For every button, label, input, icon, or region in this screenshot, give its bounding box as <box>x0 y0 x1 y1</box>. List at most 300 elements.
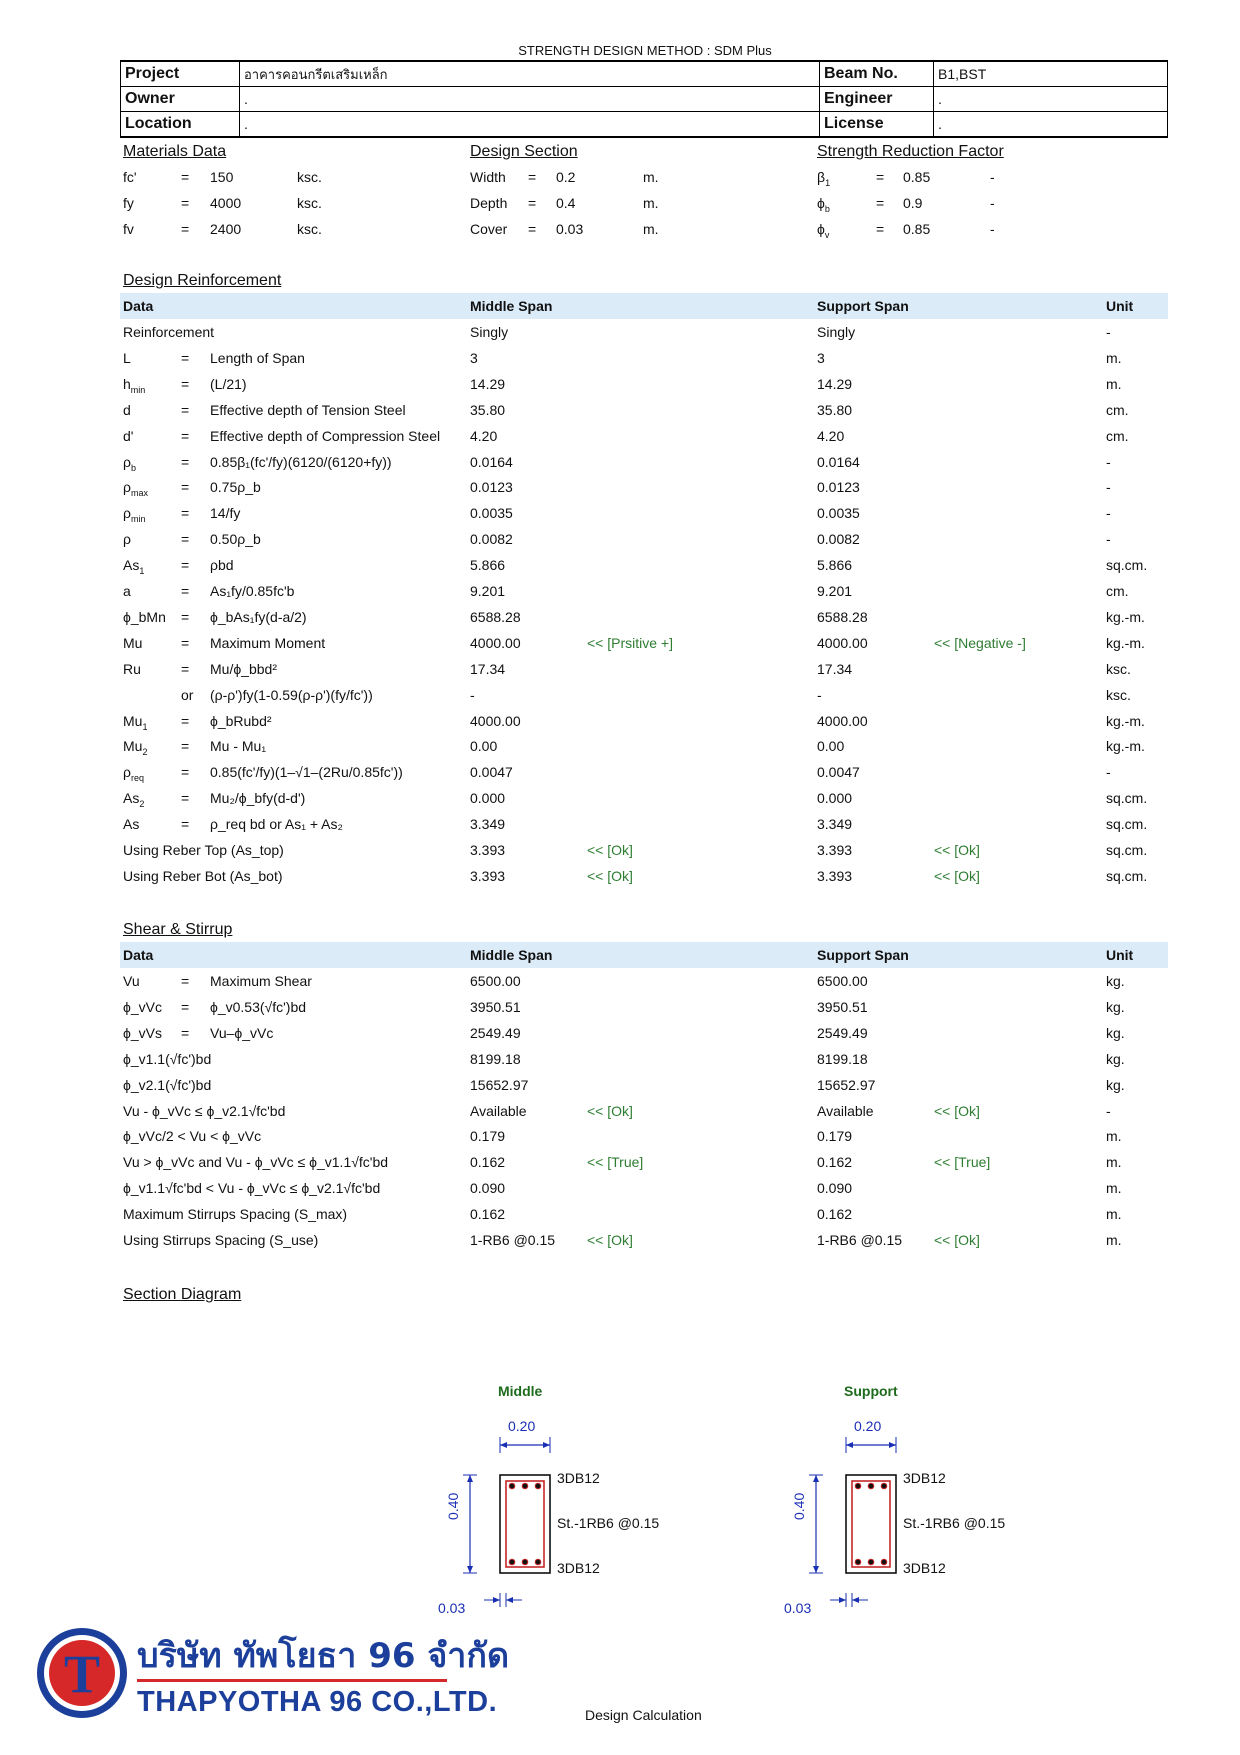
row-unit: sq.cm. <box>1106 867 1148 884</box>
row-unit: kg. <box>1106 1024 1125 1041</box>
project-value: อาคารคอนกรีตเสริมเหล็ก <box>240 61 820 87</box>
row-description: Effective depth of Compression Steel <box>210 427 441 444</box>
row-middle-value: 0.0047 <box>470 764 513 781</box>
shear-head-data: Data <box>123 947 154 963</box>
reduction-value: 0.85 <box>903 169 931 185</box>
section-width-dim: 0.20 <box>508 1418 536 1434</box>
row-eq: = <box>181 1024 190 1041</box>
row-unit: ksc. <box>1106 686 1131 703</box>
row-support-value: 14.29 <box>817 375 853 392</box>
row-support-value: 17.34 <box>817 660 853 677</box>
row-middle-value: 4000.00 <box>470 634 521 651</box>
section-name-label: Middle <box>498 1383 543 1399</box>
row-unit: kg. <box>1106 973 1125 989</box>
row-label: Using Reber Top (As_top) <box>123 842 284 858</box>
row-eq: = <box>181 349 190 366</box>
design-section-title: Design Section <box>470 143 578 160</box>
section-depth-dim: 0.40 <box>445 1492 461 1520</box>
row-unit: kg. <box>1106 998 1125 1015</box>
row-label-sub: req <box>130 773 144 784</box>
row-support-note: << [Ok] <box>934 1232 980 1248</box>
top-rebar <box>855 1483 861 1489</box>
row-eq: = <box>181 479 190 496</box>
section-unit: m. <box>643 221 659 237</box>
row-support-value: 6588.28 <box>817 608 868 625</box>
row-label: $h_{min}$ <box>123 375 146 395</box>
row-eq: = <box>181 583 190 599</box>
engineer-value: . <box>934 87 1168 112</box>
row-description: Mu₂/ϕ_bfy(d-d') <box>210 790 306 807</box>
row-middle-value: 35.80 <box>470 401 506 418</box>
row-middle-value: 4.20 <box>470 427 498 444</box>
row-description: As₁fy/0.85fc'b <box>210 583 295 599</box>
row-support-value: 0.0123 <box>817 479 860 496</box>
cover-dim: 0.03 <box>784 1600 812 1616</box>
row-unit: kg.-m. <box>1106 738 1145 755</box>
row-unit: ksc. <box>1106 660 1131 677</box>
row-label: ρ <box>123 531 131 548</box>
row-support-value: 2549.49 <box>817 1024 868 1041</box>
row-middle-value: 0.0082 <box>470 531 513 548</box>
beam-value: B1,BST <box>934 61 1168 87</box>
row-support-value: 3 <box>817 349 825 366</box>
row-description: 0.85β₁(fc'/fy)(6120/(6120+fy)) <box>210 453 392 470</box>
row-middle-value: 5.866 <box>470 557 506 574</box>
bottom-rebar <box>535 1559 541 1565</box>
row-unit: - <box>1106 531 1111 548</box>
row-eq: = <box>181 531 190 548</box>
row-unit: kg.-m. <box>1106 634 1145 651</box>
row-label: $\rho_{req}$ <box>123 764 144 784</box>
reduction-symbol: $\phi_v$ <box>817 221 830 240</box>
top-rebar <box>881 1483 887 1489</box>
row-unit: m. <box>1106 1154 1122 1171</box>
row-description: (ρ-ρ')fy(1-0.59(ρ-ρ')(fy/fc')) <box>210 686 373 703</box>
reduction-eq: = <box>876 195 885 211</box>
row-unit: sq.cm. <box>1106 557 1148 574</box>
row-support-value: 0.0164 <box>817 453 860 470</box>
row-middle-value: 14.29 <box>470 375 506 392</box>
row-label: $As_2$ <box>123 790 145 809</box>
row-label: $\rho_{max}$ <box>123 479 148 499</box>
bottom-bar-label: 3DB12 <box>557 1560 600 1576</box>
beam-section-drawing <box>460 1425 600 1655</box>
material-eq: = <box>181 195 190 211</box>
row-eq: = <box>181 816 190 833</box>
shear-head-support: Support Span <box>817 947 909 963</box>
row-middle-value: 3950.51 <box>470 998 521 1015</box>
row-support-value: 3.393 <box>817 842 853 858</box>
row-unit: m. <box>1106 1206 1122 1223</box>
cover-dim: 0.03 <box>438 1600 466 1616</box>
width-dim-arrow-right <box>543 1442 550 1448</box>
row-support-value: 4.20 <box>817 427 845 444</box>
row-label: As <box>123 816 140 833</box>
reduction-unit: - <box>990 195 995 211</box>
row-middle-value: 17.34 <box>470 660 506 677</box>
row-eq: or <box>181 686 194 703</box>
row-support-note: << [Ok] <box>934 842 980 858</box>
row-unit: kg. <box>1106 1050 1125 1067</box>
section-eq: = <box>528 221 537 237</box>
row-unit: kg.-m. <box>1106 712 1145 729</box>
row-label: d <box>123 401 131 418</box>
row-label-sub: 1 <box>142 721 148 732</box>
reduction-value: 0.9 <box>903 195 923 211</box>
row-support-value: 8199.18 <box>817 1050 868 1067</box>
row-description: 14/fy <box>210 505 241 522</box>
row-label: ϕ_vVs <box>123 1024 162 1041</box>
row-middle-value: 8199.18 <box>470 1050 521 1067</box>
beam-label: Beam No. <box>820 61 934 87</box>
row-middle-value: 0.00 <box>470 738 498 755</box>
row-description: ϕ_v0.53(√fc')bd <box>210 998 307 1015</box>
row-description: ρ_req bd or As₁ + As₂ <box>210 816 343 833</box>
logo-letter: T <box>63 1644 101 1704</box>
row-unit: - <box>1106 764 1111 781</box>
row-unit: kg. <box>1106 1076 1125 1093</box>
row-support-value: Singly <box>817 324 856 340</box>
row-description: Effective depth of Tension Steel <box>210 401 406 418</box>
material-eq: = <box>181 221 190 237</box>
row-middle-value: 0.162 <box>470 1206 506 1223</box>
row-support-value: 1-RB6 @0.15 <box>817 1232 903 1248</box>
row-description: 0.75ρ_b <box>210 479 261 496</box>
license-value: . <box>934 112 1168 138</box>
row-description: Maximum Shear <box>210 973 312 989</box>
row-support-value: 3950.51 <box>817 998 868 1015</box>
reinforcement-header-band <box>120 293 1168 319</box>
reduction-unit: - <box>990 221 995 237</box>
section-eq: = <box>528 195 537 211</box>
row-unit: sq.cm. <box>1106 842 1148 858</box>
section-value: 0.2 <box>556 169 576 185</box>
reinforcement-title: Design Reinforcement <box>123 272 282 289</box>
row-support-value: 0.0082 <box>817 531 860 548</box>
row-label-sub: b <box>130 462 136 473</box>
depth-dim-arrow-top <box>813 1475 819 1482</box>
row-middle-value: 3.349 <box>470 816 506 833</box>
section-diagram-title: Section Diagram <box>123 1286 242 1303</box>
reduction-symbol-sub: 1 <box>825 177 831 188</box>
row-middle-value: 4000.00 <box>470 712 521 729</box>
row-label: $Mu_1$ <box>123 712 148 732</box>
row-label: ϕ_vVc/2 < Vu < ϕ_vVc <box>123 1128 262 1145</box>
row-middle-value: Singly <box>470 324 509 340</box>
row-eq: = <box>181 375 190 392</box>
row-support-value: Available <box>817 1102 874 1119</box>
top-rebar <box>535 1483 541 1489</box>
row-support-value: 9.201 <box>817 583 853 599</box>
row-support-value: 6500.00 <box>817 973 868 989</box>
row-support-note: << [Ok] <box>934 1102 980 1119</box>
reinf-head-support: Support Span <box>817 298 909 314</box>
row-label: d' <box>123 427 134 444</box>
row-eq: = <box>181 401 190 418</box>
row-unit: - <box>1106 453 1111 470</box>
row-label: Reinforcement <box>123 324 215 340</box>
top-rebar <box>522 1483 528 1489</box>
row-middle-value: 15652.97 <box>470 1076 529 1093</box>
reduction-symbol: $\phi_b$ <box>817 195 830 214</box>
row-support-value: 0.162 <box>817 1206 853 1223</box>
row-label: ϕ_v2.1(√fc')bd <box>123 1076 212 1093</box>
section-unit: m. <box>643 195 659 211</box>
depth-dim-arrow-bottom <box>467 1566 473 1573</box>
beam-outline <box>500 1475 550 1573</box>
row-unit: m. <box>1106 1128 1122 1145</box>
row-label: $As_1$ <box>123 557 145 576</box>
stirrup-label: St.-1RB6 @0.15 <box>903 1515 1006 1531</box>
row-eq: = <box>181 998 190 1015</box>
row-unit: - <box>1106 505 1111 522</box>
shear-title: Shear & Stirrup <box>123 921 233 938</box>
row-middle-value: 6588.28 <box>470 608 521 625</box>
section-name-label: Support <box>844 1383 898 1399</box>
row-label: Vu - ϕ_vVc ≤ ϕ_v2.1√fc'bd <box>123 1102 286 1119</box>
width-dim-arrow-left <box>500 1442 507 1448</box>
row-eq: = <box>181 973 190 989</box>
row-label: Using Reber Bot (As_bot) <box>123 867 283 884</box>
width-dim-arrow-right <box>889 1442 896 1448</box>
row-label: ϕ_bMn <box>123 608 166 625</box>
section-value: 0.4 <box>556 195 576 211</box>
row-unit: m. <box>1106 1180 1122 1197</box>
row-unit: cm. <box>1106 427 1129 444</box>
material-unit: ksc. <box>297 221 322 237</box>
row-support-value: 4000.00 <box>817 712 868 729</box>
row-middle-value: 3.393 <box>470 867 506 884</box>
row-middle-note: << [Ok] <box>587 867 633 884</box>
bottom-rebar <box>855 1559 861 1565</box>
row-middle-value: 0.0123 <box>470 479 513 496</box>
row-description: Mu - Mu₁ <box>210 738 267 755</box>
row-support-value: 0.162 <box>817 1154 853 1171</box>
row-middle-value: 0.000 <box>470 790 506 807</box>
row-eq: = <box>181 427 190 444</box>
row-unit: - <box>1106 324 1111 340</box>
row-label-sub: 2 <box>142 747 148 758</box>
depth-dim-arrow-bottom <box>813 1566 819 1573</box>
row-middle-value: 2549.49 <box>470 1024 521 1041</box>
reduction-eq: = <box>876 221 885 237</box>
section-width-dim: 0.20 <box>854 1418 882 1434</box>
row-middle-value: 3.393 <box>470 842 506 858</box>
row-middle-value: 0.0035 <box>470 505 513 522</box>
row-label: a <box>123 583 131 599</box>
row-description: Vu–ϕ_vVc <box>210 1024 274 1041</box>
row-eq: = <box>181 557 190 574</box>
row-unit: cm. <box>1106 583 1129 599</box>
depth-dim-arrow-top <box>467 1475 473 1482</box>
row-label: ϕ_v1.1√fc'bd < Vu - ϕ_vVc ≤ ϕ_v2.1√fc'bd <box>123 1180 381 1197</box>
top-bar-label: 3DB12 <box>557 1470 600 1486</box>
project-info-table <box>120 60 1168 138</box>
row-eq: = <box>181 738 190 755</box>
row-description: (L/21) <box>210 375 247 392</box>
row-support-value: 3.393 <box>817 867 853 884</box>
owner-value: . <box>240 87 820 112</box>
row-support-note: << [Ok] <box>934 867 980 884</box>
row-middle-value: - <box>470 686 475 703</box>
row-eq: = <box>181 608 190 625</box>
bottom-rebar <box>509 1559 515 1565</box>
row-description: ϕ_bAs₁fy(d-a/2) <box>210 608 307 625</box>
reinf-head-data: Data <box>123 298 154 314</box>
row-support-value: 0.0035 <box>817 505 860 522</box>
license-label: License <box>820 112 934 138</box>
location-value: . <box>240 112 820 138</box>
material-symbol: fc' <box>123 169 137 185</box>
row-eq: = <box>181 712 190 729</box>
row-middle-value: 0.0164 <box>470 453 513 470</box>
material-eq: = <box>181 169 190 185</box>
row-label-sub: 2 <box>139 798 145 809</box>
row-unit: - <box>1106 1102 1111 1119</box>
beam-section-drawing <box>806 1425 946 1655</box>
materials-title: Materials Data <box>123 143 227 160</box>
project-label: Project <box>121 61 240 87</box>
row-middle-value: 0.090 <box>470 1180 506 1197</box>
reduction-symbol: $\beta_1$ <box>817 169 831 188</box>
row-middle-note: << [Ok] <box>587 1232 633 1248</box>
shear-head-unit: Unit <box>1106 947 1134 963</box>
material-symbol: fy <box>123 195 134 211</box>
bottom-rebar <box>881 1559 887 1565</box>
row-label: $\rho_{min}$ <box>123 505 146 525</box>
row-middle-note: << [Prsitive +] <box>587 634 673 651</box>
width-dim-arrow-left <box>846 1442 853 1448</box>
reduction-symbol-sub: b <box>824 203 830 214</box>
row-eq: = <box>181 660 190 677</box>
section-eq: = <box>528 169 537 185</box>
company-name-thai: บริษัท ทัพโยธา 96 จำกัด <box>137 1636 510 1676</box>
row-middle-value: 6500.00 <box>470 973 521 989</box>
row-eq: = <box>181 634 190 651</box>
material-value: 150 <box>210 169 234 185</box>
row-middle-value: 3 <box>470 349 478 366</box>
row-unit: sq.cm. <box>1106 816 1148 833</box>
top-rebar <box>509 1483 515 1489</box>
row-description: Maximum Moment <box>210 634 326 651</box>
material-value: 2400 <box>210 221 242 237</box>
row-description: ρbd <box>210 557 234 574</box>
reinf-head-middle: Middle Span <box>470 298 553 314</box>
material-unit: ksc. <box>297 169 322 185</box>
row-middle-value: Available <box>470 1102 527 1119</box>
stirrup-label: St.-1RB6 @0.15 <box>557 1515 660 1531</box>
row-support-value: 35.80 <box>817 401 853 418</box>
row-label: ϕ_vVc <box>123 998 162 1015</box>
row-middle-value: 0.162 <box>470 1154 506 1171</box>
row-unit: sq.cm. <box>1106 790 1148 807</box>
row-unit: m. <box>1106 375 1122 392</box>
reinf-head-unit: Unit <box>1106 298 1134 314</box>
location-label: Location <box>121 112 240 138</box>
material-symbol: fv <box>123 221 134 237</box>
row-support-note: << [Negative -] <box>934 634 1026 651</box>
row-support-value: 3.349 <box>817 816 853 833</box>
row-label: Ru <box>123 660 141 677</box>
top-rebar <box>868 1483 874 1489</box>
row-support-note: << [True] <box>934 1154 991 1171</box>
row-label: Vu <box>123 973 140 989</box>
material-value: 4000 <box>210 195 242 211</box>
row-support-value: 0.000 <box>817 790 853 807</box>
beam-outline <box>846 1475 896 1573</box>
row-support-value: 5.866 <box>817 557 853 574</box>
row-eq: = <box>181 453 190 470</box>
row-label: Vu > ϕ_vVc and Vu - ϕ_vVc ≤ ϕ_v1.1√fc'bd <box>123 1154 389 1171</box>
row-unit: m. <box>1106 1232 1122 1248</box>
reduction-symbol-sub: v <box>824 229 830 240</box>
row-support-value: 0.00 <box>817 738 845 755</box>
bottom-rebar <box>522 1559 528 1565</box>
row-middle-note: << [Ok] <box>587 842 633 858</box>
row-eq: = <box>181 505 190 522</box>
row-support-value: 0.0047 <box>817 764 860 781</box>
row-middle-note: << [Ok] <box>587 1102 633 1119</box>
document-title: STRENGTH DESIGN METHOD : SDM Plus <box>518 43 772 58</box>
row-label: Using Stirrups Spacing (S_use) <box>123 1232 319 1248</box>
row-label: $Mu_2$ <box>123 738 148 758</box>
row-label: Maximum Stirrups Spacing (S_max) <box>123 1206 348 1223</box>
row-label: ϕ_v1.1(√fc')bd <box>123 1050 212 1067</box>
row-label-sub: 1 <box>139 565 145 576</box>
material-unit: ksc. <box>297 195 322 211</box>
row-description: Mu/ϕ_bbd² <box>210 660 277 677</box>
row-support-value: 4000.00 <box>817 634 868 651</box>
company-name-english: THAPYOTHA 96 CO.,LTD. <box>137 1686 498 1718</box>
reduction-title: Strength Reduction Factor <box>817 143 1004 160</box>
shear-header-band <box>120 942 1168 968</box>
row-eq: = <box>181 764 190 781</box>
row-unit: kg.-m. <box>1106 608 1145 625</box>
row-label-sub: max <box>130 488 148 499</box>
reduction-unit: - <box>990 169 995 185</box>
row-eq: = <box>181 790 190 807</box>
section-depth-dim: 0.40 <box>791 1492 807 1520</box>
row-unit: cm. <box>1106 401 1129 418</box>
reduction-eq: = <box>876 169 885 185</box>
owner-label: Owner <box>121 87 240 112</box>
section-symbol: Cover <box>470 221 508 237</box>
row-label: L <box>123 349 131 366</box>
row-support-value: 15652.97 <box>817 1076 876 1093</box>
row-label: Mu <box>123 634 143 651</box>
shear-head-middle: Middle Span <box>470 947 553 963</box>
bottom-bar-label: 3DB12 <box>903 1560 946 1576</box>
top-bar-label: 3DB12 <box>903 1470 946 1486</box>
footer-caption: Design Calculation <box>585 1707 702 1723</box>
row-unit: m. <box>1106 349 1122 366</box>
row-description: Length of Span <box>210 349 305 366</box>
logo-divider <box>137 1679 447 1682</box>
row-unit: - <box>1106 479 1111 496</box>
row-label-sub: min <box>130 384 146 395</box>
row-description: 0.85(fc'/fy)(1–√1–(2Ru/0.85fc')) <box>210 764 403 781</box>
section-symbol: Depth <box>470 195 508 211</box>
engineer-label: Engineer <box>820 87 934 112</box>
row-label-sub: min <box>130 514 146 525</box>
row-description: 0.50ρ_b <box>210 531 261 548</box>
row-support-value: - <box>817 686 822 703</box>
reduction-value: 0.85 <box>903 221 931 237</box>
company-logo <box>34 1625 130 1721</box>
section-value: 0.03 <box>556 221 584 237</box>
row-description: ϕ_bRubd² <box>210 712 272 729</box>
row-middle-note: << [True] <box>587 1154 644 1171</box>
